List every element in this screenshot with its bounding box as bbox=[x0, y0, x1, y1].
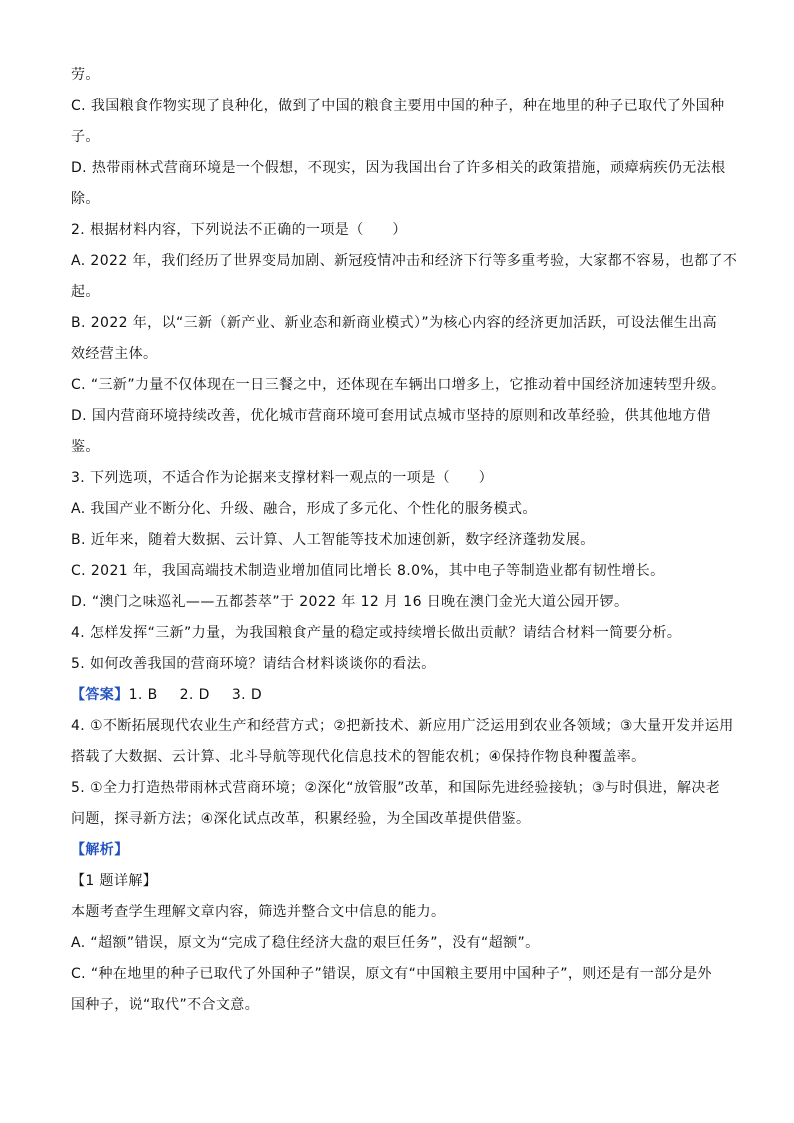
detail-heading: 【1 题详解】 bbox=[71, 873, 158, 889]
detail-line-1: 本题考查学生理解文章内容，筛选并整合文中信息的能力。 bbox=[71, 904, 446, 920]
answer-5-line-1: 5. ①全力打造热带雨林式营商环境；②深化“放管服”改革，和国际先进经验接轨；③与时俱进，解决老 bbox=[71, 780, 721, 796]
q2-option-c: C. “三新”力量不仅体现在一日三餐之中，还体现在车辆出口增多上，它推动着中国经济加速转型升级。 bbox=[71, 377, 726, 393]
option-d-line-1: D. 热带雨林式营商环境是一个假想，不现实，因为我国出台了许多相关的政策措施，顽瘴病疾仍无法根 bbox=[71, 160, 726, 176]
answer-1: 1. B bbox=[128, 687, 158, 703]
answer-label: 【答案】 bbox=[71, 687, 129, 703]
analysis-label: 【解析】 bbox=[71, 842, 129, 858]
analysis-line bbox=[71, 835, 731, 866]
question-4: 4. 怎样发挥“三新”力量，为我国粮食产量的稳定或持续增长做出贡献？请结合材料一简要分析。 bbox=[71, 625, 682, 641]
question-3: 3. 下列选项，不适合作为论据来支撑材料一观点的一项是（ ） bbox=[71, 470, 494, 486]
answer-4-line-2: 搭载了大数据、云计算、北斗导航等现代化信息技术的智能农机；④保持作物良种覆盖率。 bbox=[71, 749, 646, 765]
answer-5-line-2: 问题，探寻新方法；④深化试点改革，积累经验，为全国改革提供借鉴。 bbox=[71, 811, 531, 827]
q3-option-c: C. 2021 年，我国高端技术制造业增加值同比增长 8.0%，其中电子等制造业都有韧性增长。 bbox=[71, 563, 665, 579]
text-line: 劳。 bbox=[71, 67, 100, 83]
q3-option-b: B. 近年来，随着大数据、云计算、人工智能等技术加速创新，数字经济蓬勃发展。 bbox=[71, 532, 595, 548]
option-c-line-2: 子。 bbox=[71, 129, 100, 145]
q2-option-b-line-1: B. 2022 年，以“三新（新产业、新业态和新商业模式）”为核心内容的经济更加活跃，可设法催生出高 bbox=[71, 315, 718, 331]
option-c-line-1: C. 我国粮食作物实现了良种化，做到了中国的粮食主要用中国的种子，种在地里的种子已取代了外国种 bbox=[71, 98, 725, 114]
answer-2: 2. D bbox=[179, 687, 210, 703]
q3-option-a: A. 我国产业不断分化、升级、融合，形成了多元化、个性化的服务模式。 bbox=[71, 501, 537, 517]
q3-option-d: D. “澳门之味巡礼——五都荟萃”于 2022 年 12 月 16 日晚在澳门金光大道公园开锣。 bbox=[71, 594, 629, 610]
q2-option-a-line-2: 起。 bbox=[71, 284, 100, 300]
answer-line bbox=[71, 680, 731, 711]
q2-option-d-line-2: 鉴。 bbox=[71, 439, 100, 455]
q2-option-d-line-1: D. 国内营商环境持续改善，优化城市营商环境可套用试点城市坚持的原则和改革经验，供其他地方借 bbox=[71, 408, 712, 424]
answer-4-line-1: 4. ①不断拓展现代农业生产和经营方式；②把新技术、新应用广泛运用到农业各领域；③大量开发并运用 bbox=[71, 718, 734, 734]
question-5: 5. 如何改善我国的营商环境？请结合材料谈谈你的看法。 bbox=[71, 656, 436, 672]
detail-line-2: A. “超额”错误，原文为“完成了稳住经济大盘的艰巨任务”，没有“超额”。 bbox=[71, 935, 540, 951]
detail-line-4: 国种子，说“取代”不合文意。 bbox=[71, 997, 260, 1013]
answer-3: 3. D bbox=[231, 687, 263, 703]
option-d-line-2: 除。 bbox=[71, 191, 100, 207]
question-2: 2. 根据材料内容，下列说法不正确的一项是（ ） bbox=[71, 222, 407, 238]
document-page bbox=[71, 60, 738, 1021]
q2-option-a-line-1: A. 2022 年，我们经历了世界变局加剧、新冠疫情冲击和经济下行等多重考验，大家都不容易，也都了不 bbox=[71, 253, 738, 269]
detail-line-3: C. “种在地里的种子已取代了外国种子”错误，原文有“中国粮主要用中国种子”，则还是有一部分是外 bbox=[71, 966, 712, 982]
q2-option-b-line-2: 效经营主体。 bbox=[71, 346, 158, 362]
